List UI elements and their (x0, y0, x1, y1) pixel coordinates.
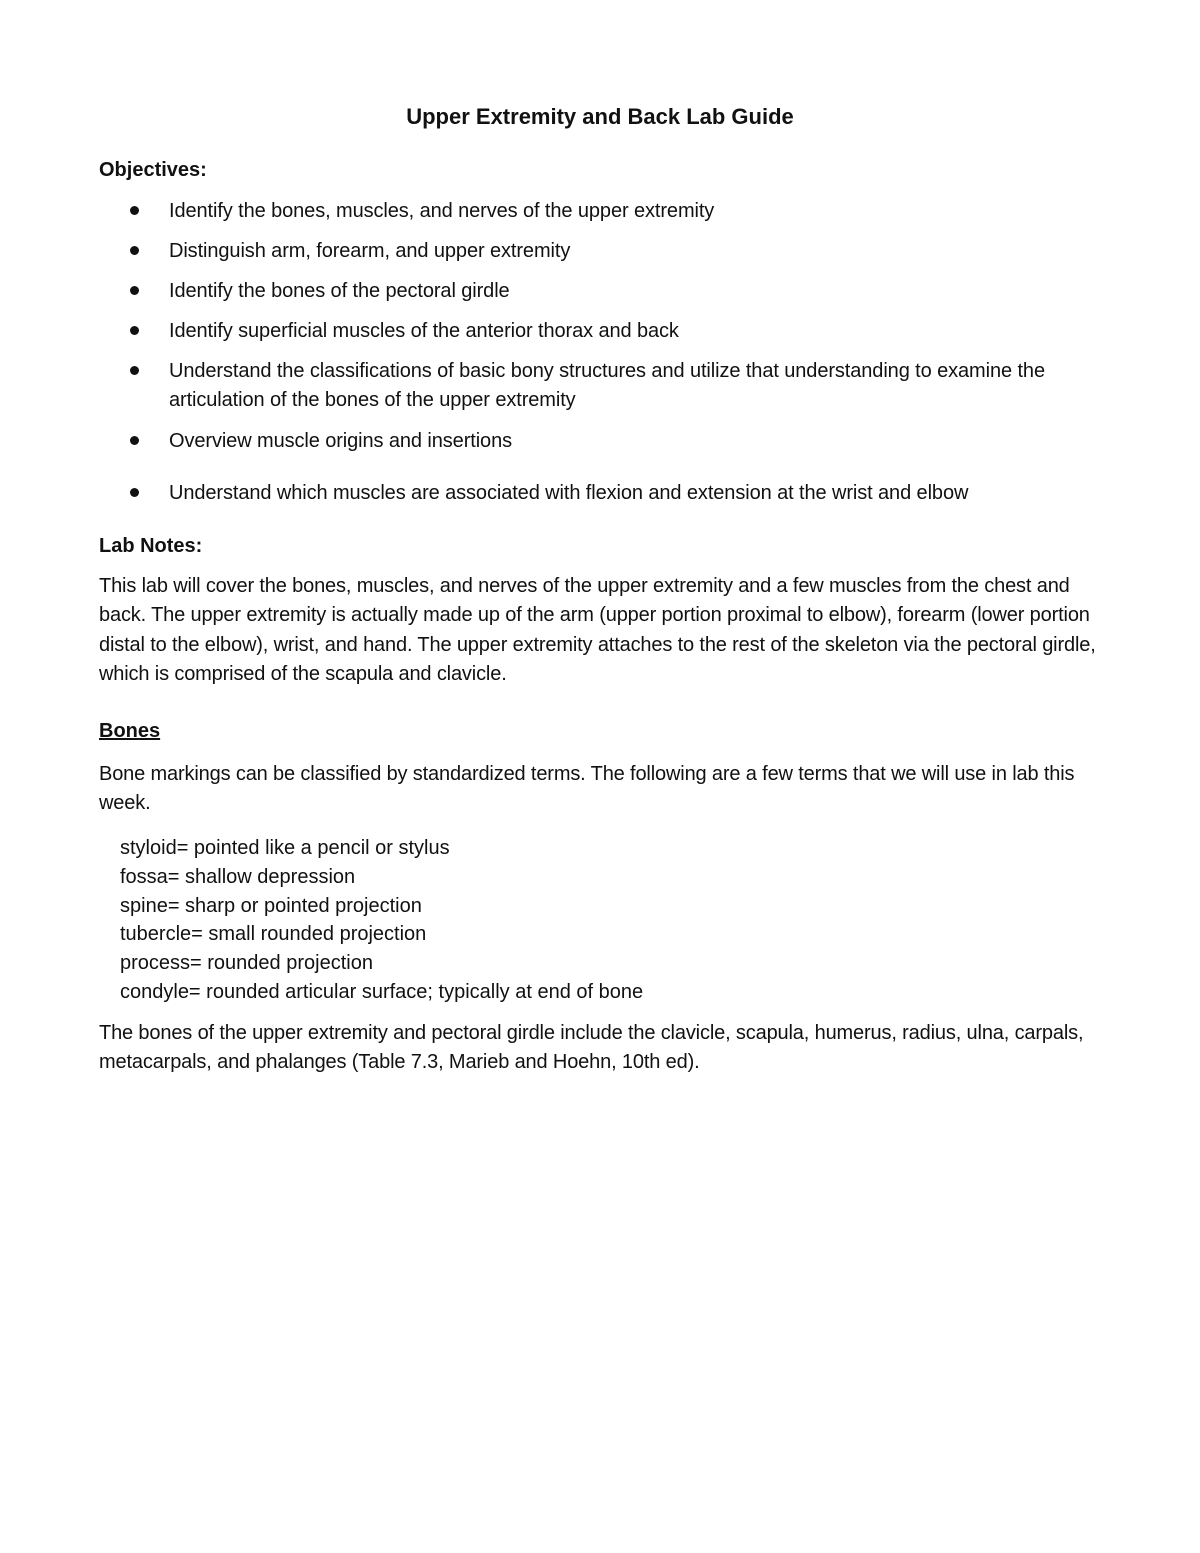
term-item: spine= sharp or pointed projection (120, 894, 422, 917)
term-item: condyle= rounded articular surface; typically at end of bone (120, 980, 644, 1003)
bullet-icon (130, 326, 139, 335)
objective-text: Understand the classifications of basic bony structures and utilize that understanding to examine the articulation of the bones of the upper extremity (169, 360, 1045, 411)
bullet-icon (130, 286, 139, 295)
term-item: styloid= pointed like a pencil or stylus (120, 837, 450, 859)
lab-notes-heading: Lab Notes: (99, 535, 203, 557)
bullet-icon (130, 488, 139, 497)
objectives-heading: Objectives: (99, 159, 207, 181)
document-title: Upper Extremity and Back Lab Guide (406, 104, 794, 129)
term-item: process= rounded projection (120, 952, 373, 975)
term-item: fossa= shallow depression (120, 865, 356, 888)
bones-intro-paragraph: Bone markings can be classified by standardized terms. The following are a few terms that we will use in lab this week. (99, 763, 1075, 815)
term-item: tubercle= small rounded projection (120, 923, 427, 946)
bullet-icon (130, 246, 139, 255)
objective-text: Identify superficial muscles of the anterior thorax and back (169, 320, 679, 342)
objective-text: Overview muscle origins and insertions (169, 430, 513, 452)
bullet-icon (130, 206, 139, 215)
bone-terms-list (120, 834, 920, 1007)
objective-text: Identify the bones, muscles, and nerves of the upper extremity (169, 200, 715, 222)
objective-text: Distinguish arm, forearm, and upper extremity (169, 240, 571, 262)
objective-text: Understand which muscles are associated with flexion and extension at the wrist and elbow (169, 482, 969, 504)
bullet-icon (130, 366, 139, 375)
bones-list-paragraph: The bones of the upper extremity and pectoral girdle include the clavicle, scapula, humerus, radius, ulna, carpals, metacarpals, and phalanges (Table 7.3, Marieb and Hoehn, 10th ed). (99, 1022, 1084, 1074)
bullet-icon (130, 436, 139, 445)
lab-notes-paragraph: This lab will cover the bones, muscles, and nerves of the upper extremity and a few muscles from the chest and back. The upper extremity is actually made up of the arm (upper portion proximal to elbow), forearm (lower portion distal to the elbow), wrist, and hand. The upper extremity attaches to the rest of the skeleton via the pectoral girdle, which is comprised of the scapula and clavicle. (99, 575, 1096, 685)
bones-heading: Bones (99, 720, 161, 742)
objective-text: Identify the bones of the pectoral girdle (169, 280, 510, 302)
